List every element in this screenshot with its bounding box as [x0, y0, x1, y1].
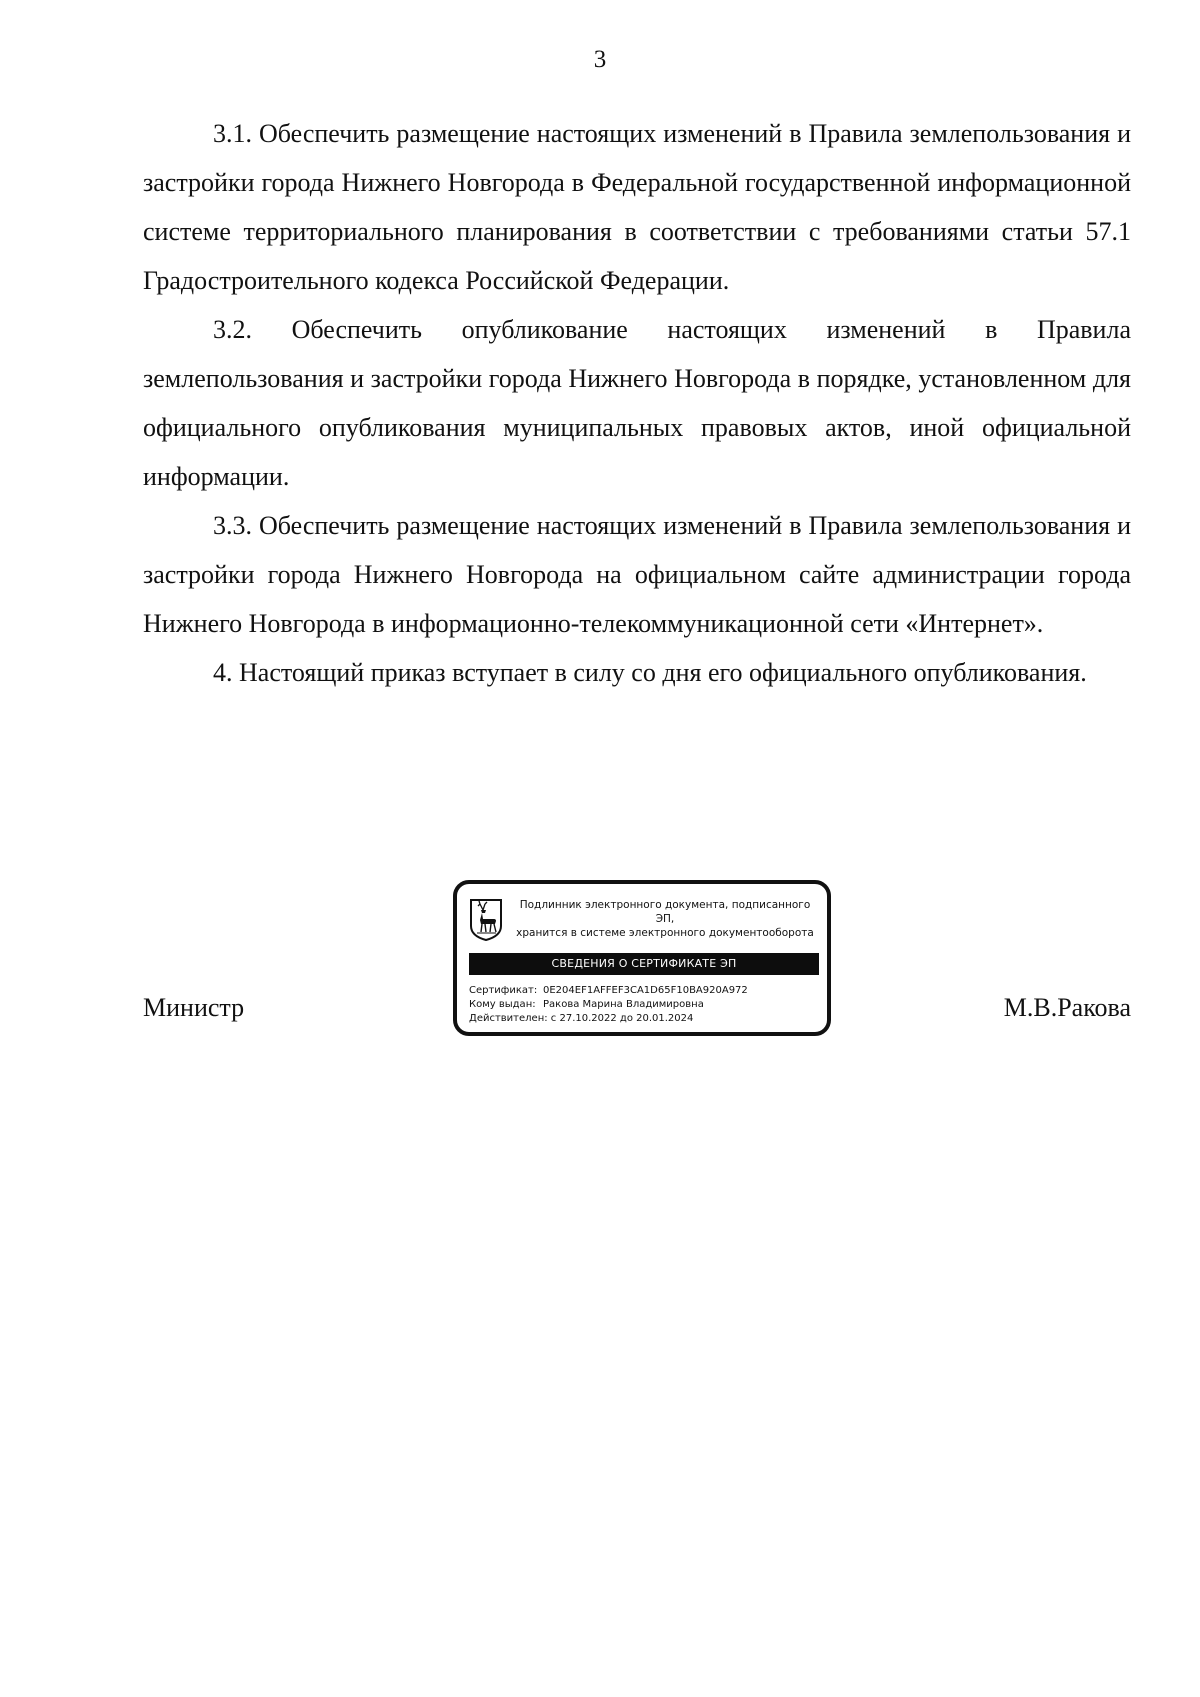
validity-label: Действителен: — [469, 1013, 548, 1024]
page-number: 3 — [593, 46, 607, 73]
paragraph-3-3: 3.3. Обеспечить размещение настоящих изменений в Правила землепользования и застройки города Нижнего Новгорода на официальном сайте администрации города Нижнего Новгорода в информационно-телекоммуникационной сети «Интернет». — [143, 511, 1131, 638]
electronic-signature-stamp — [453, 880, 831, 1036]
certificate-label: Сертификат: — [469, 985, 538, 996]
stamp-header-line-1: Подлинник электронного документа, подписанного ЭП, — [519, 899, 811, 925]
validity-value: с 27.10.2022 до 20.01.2024 — [550, 1013, 694, 1024]
signatory-title: Министр — [143, 993, 245, 1022]
validity-row — [469, 1012, 821, 1026]
certificate-row — [469, 984, 821, 998]
document-body — [143, 109, 1131, 697]
stamp-certificate-details — [469, 984, 821, 1026]
paragraph-4: 4. Настоящий приказ вступает в силу со дня его официального опубликования. — [213, 658, 1087, 687]
signature-block — [143, 880, 1131, 1045]
stamp-header — [509, 898, 821, 940]
issued-to-value: Ракова Марина Владимировна — [543, 999, 704, 1010]
paragraph-3-2: 3.2. Обеспечить опубликование настоящих изменений в Правила землепользования и застройки города Нижнего Новгорода в порядке, установленном для официального опубликования муниципальных правовых актов, иной официальной информации. — [143, 315, 1131, 491]
issued-to-row — [469, 998, 821, 1012]
nizhny-novgorod-deer-emblem-icon — [469, 898, 503, 942]
certificate-value: 0E204EF1AFFEF3CA1D65F10BA920A972 — [543, 985, 748, 996]
stamp-header-line-2: хранится в системе электронного документооборота — [516, 927, 814, 939]
issued-to-label: Кому выдан: — [469, 999, 536, 1010]
stamp-certificate-bar: СВЕДЕНИЯ О СЕРТИФИКАТЕ ЭП — [469, 953, 819, 975]
paragraph-3-1: 3.1. Обеспечить размещение настоящих изменений в Правила землепользования и застройки города Нижнего Новгорода в Федеральной государственной информационной системе территориального планирования в соответствии с требованиями статьи 57.1 Градостроительного кодекса Российской Федерации. — [143, 119, 1131, 295]
signatory-name: М.В.Ракова — [1003, 993, 1131, 1022]
